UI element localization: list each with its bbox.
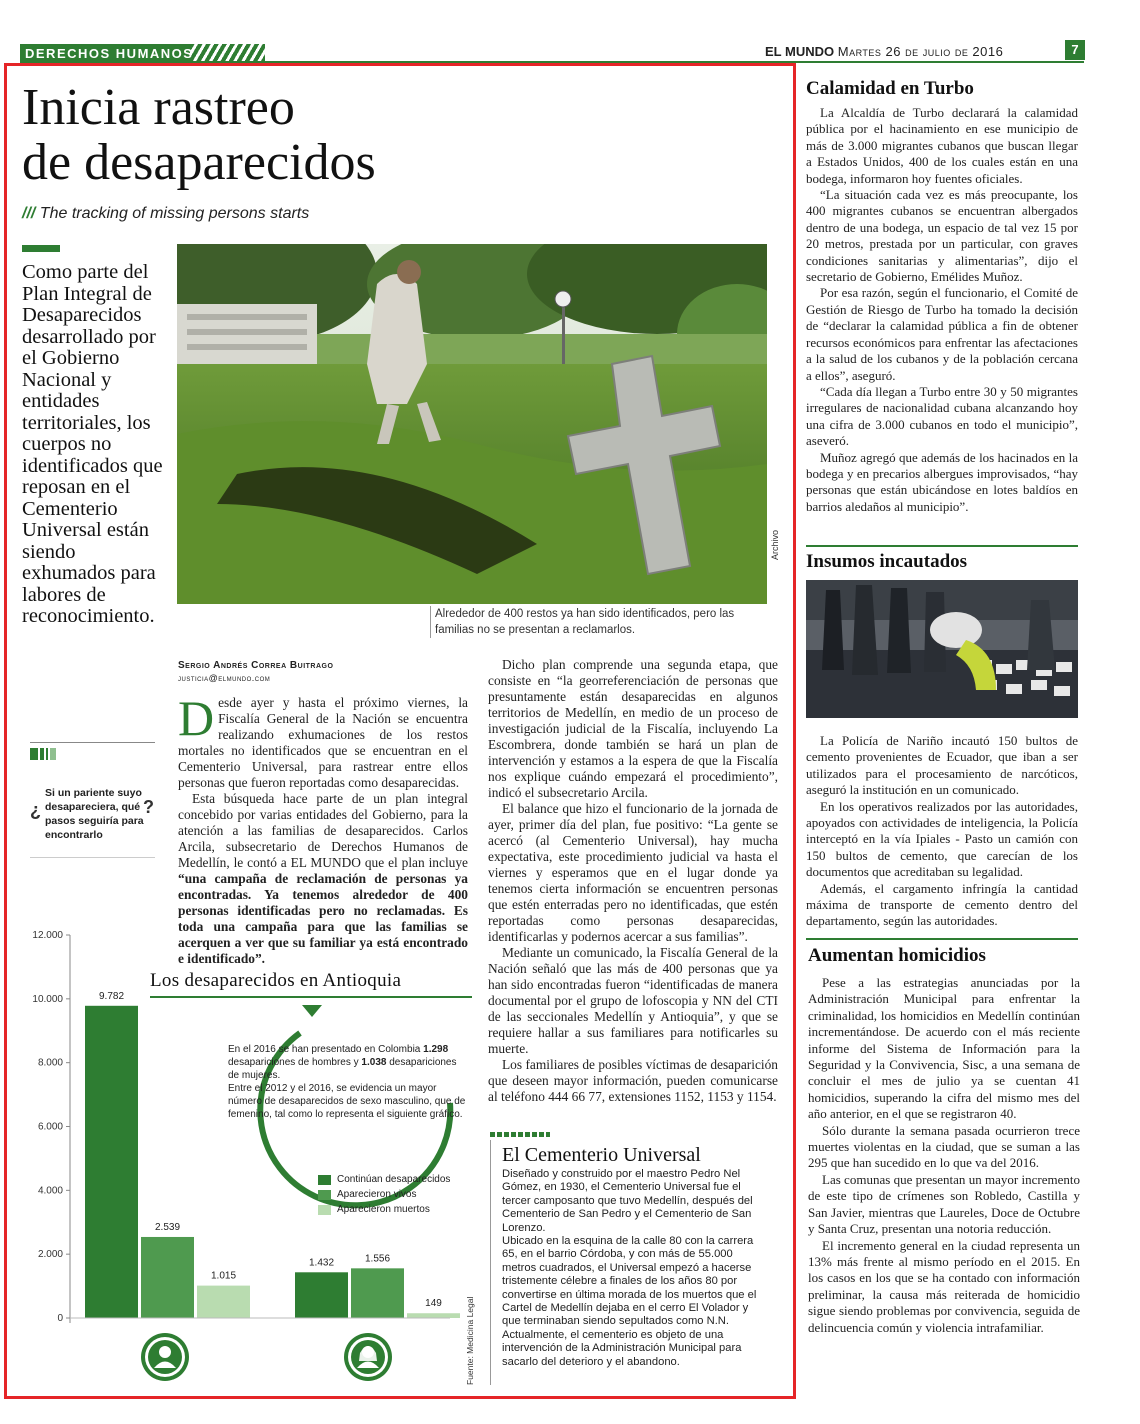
drop-cap: D <box>178 690 215 746</box>
subhead-text: The tracking of missing persons starts <box>39 205 310 222</box>
photo-credit: Archivo <box>770 529 780 560</box>
data-label: 149 <box>425 1298 442 1310</box>
section-label: DERECHOS HUMANOS <box>25 46 194 61</box>
data-label: 1.556 <box>364 1253 391 1265</box>
question-text: Si un pariente suyo desapareciera, qué pasos seguiría para encontrarlo <box>45 787 144 841</box>
data-label: 1.015 <box>210 1270 237 1282</box>
paragraph: Diseñado y construido por el maestro Pedro Nel Gómez, en 1930, el Cementerio Universal fue el tercer camposanto que tuvo Medellín, después del Cementerio de San Pedro y el Cementerio de San Lorenzo. <box>502 1168 753 1234</box>
question-close-mark: ? <box>143 797 154 817</box>
paragraph: La Policía de Nariño incautó 150 bultos de cemento provenientes de Ecuador, que iban a ser utilizados para el procesamiento de narcóticos, aseguró la institución en un comunicado. <box>806 733 1078 798</box>
y-tick-label: 0 <box>57 1313 63 1324</box>
bars-icon <box>30 745 70 764</box>
paragraph: Pese a las estrategias anunciadas por la Administración Municipal para enfrentar la criminalidad, los homicidios en Medellín continúan incrementándose. De acuerdo con el más reciente informe del Sistema de Información para la Seguridad y la Convivencia, Sisc, a una semana de concluir el mes de julio ya se cuentan 41 homicidios, superando la cifra del mismo mes del año anterior, en el que se registraron 40. <box>808 975 1080 1122</box>
note-text: desapariciones de hombres y <box>228 1057 362 1068</box>
quote-bold: “una campaña de reclamación de personas ya encontradas. Ya tenemos alrededor de 400 personas identificadas pero no reclamadas. Es toda una campaña para que las familias se acerquen a ver que su familiar ya está encontrado e identificado”. <box>178 871 468 966</box>
paragraph: Por esa razón, según el funcionario, el Comité de Gestión de Riesgo de Turbo ha tomado la decisión de “declarar la calamidad pública a fin de obtener recursos económicos para enfrentar las afectaciones a la salud de los cubanos y de la población cercana a ellos”, aseguró. <box>806 285 1078 383</box>
cementerio-rule <box>490 1140 491 1385</box>
data-label: 1.432 <box>308 1257 335 1269</box>
legend-label: Aparecieron vivos <box>337 1189 417 1200</box>
paragraph: Además, el cargamento infringía la cantidad máxima de transporte de cemento dentro del departamento, según las autoridades. <box>806 880 1078 929</box>
paragraph-text: Esta búsqueda hace parte de un plan integral concebido por varias entidades del Gobierno, para la atención a las familias de desaparecidos. Carlos Arcila, subsecretario de Derechos Humanos de Medellín, le contó a EL MUNDO que el plan incluye <box>178 791 468 870</box>
y-tick-label: 6.000 <box>37 1121 63 1133</box>
bar <box>407 1313 460 1318</box>
note-text: En el 2016 se han presentado en Colombia <box>228 1044 424 1055</box>
insumos-text <box>806 733 1078 930</box>
y-tick-label: 2.000 <box>37 1249 63 1261</box>
y-tick-label: 12.000 <box>32 930 63 941</box>
paragraph-text: esde ayer y hasta el próximo viernes, la Fiscalía General de la Nación se encuentra realizando exhumaciones de los restos mortales no identificados que se encuentran en el Cementerio Universal, para rastrear entre ellos personas que fueron reportadas como desaparecidas. <box>178 695 468 790</box>
chart-title-rule <box>150 996 472 998</box>
page-number: 7 <box>1065 40 1085 60</box>
legend-label: Continúan desaparecidos <box>337 1174 451 1185</box>
paragraph: En los operativos realizados por las autoridades, apoyados con actividades de inteligencia, la Policía interceptó en la vía Ipiales - Pasto un camión con 150 bultos de cemento, que carecían de los documentos que acreditaban su legalidad. <box>806 798 1078 880</box>
paragraph: Las comunas que presentan un mayor incremento de este tipo de crímenes son Robledo, Castilla y San Javier, mientras que Laureles, Doce de Octubre y Santa Cruz, presentan una notoria reducción. <box>808 1171 1080 1237</box>
masthead <box>765 44 1003 59</box>
subhead-mark: /// <box>22 205 36 222</box>
right-separator <box>806 938 1078 940</box>
note-pointer <box>302 1005 322 1017</box>
bar <box>141 1237 194 1318</box>
bar <box>197 1286 250 1318</box>
byline-email: justicia@elmundo.com <box>178 673 271 683</box>
paragraph: El incremento general en la ciudad representa un 13% más frente al mismo período en el 2015. En los casos en los que se ha contado con información preliminar, la causa más reiterada de homicidio sigue siendo problemas por convivencia, seguida de delincuencia común y violencia intrafamiliar. <box>808 1237 1080 1335</box>
note-figure-men: 1.298 <box>423 1044 449 1055</box>
question-bottom-rule <box>30 857 155 858</box>
cemetery-photo <box>177 244 767 604</box>
cemetery-photo-illustration <box>177 244 767 604</box>
chart-source: Fuente: Medicina Legal <box>465 1296 475 1385</box>
paragraph: Mediante un comunicado, la Fiscalía General de la Nación señaló que las más de 400 personas que ya han sido encontradas fueron “identificadas de manera documental por el grupo de lofoscopia y NN del CTI de las seccionales Medellín y Antioquia”, y que se requiere hallar a sus familiares para notificarles su muerte. <box>488 945 778 1056</box>
paragraph: La Alcaldía de Turbo declarará la calamidad pública por el hacinamiento en ese municipio de más de 3.000 migrantes cubanos que buscan llegar a Estados Unidos, 400 de los cuales están en una bodega, informaron hoy fuentes oficiales. <box>806 105 1078 186</box>
subhead <box>22 205 309 223</box>
article-column-2 <box>488 657 778 1105</box>
legend-item <box>318 1172 450 1187</box>
cementerio-marker <box>490 1132 550 1137</box>
bar <box>85 1006 138 1318</box>
y-tick-label: 4.000 <box>37 1185 63 1197</box>
photo-caption: Alrededor de 400 restos ya han sido identificados, pero las familias no se presentan a reclamarlos. <box>430 606 735 638</box>
chart-note-p2: Entre el 2012 y el 2016, se evidencia un mayor número de desaparecidos de sexo masculino, que de femenino, tal como lo representa el siguiente gráfico. <box>228 1083 466 1120</box>
cementerio-text <box>502 1168 770 1369</box>
headline-line-2: de desaparecidos <box>22 134 376 191</box>
right-separator <box>806 545 1078 547</box>
paper-name: EL MUNDO <box>765 44 835 59</box>
turbo-text <box>806 105 1078 515</box>
paragraph: Ubicado en la esquina de la calle 80 con la carrera 65, en el barrio Córdoba, y con más de 55.000 metros cuadrados, el Universal empezó a hacerse tristemente célebre a finales de los años 80 por convertirse en última morada de los muertos que el Cartel de Medellín dejaba en el cerro El Volador y que terminaban siendo sepultados como N.N. Actualmente, el cementerio es objeto de una intervención de la Administración Municipal para sacarlo del deterioro y el abandono. <box>502 1235 757 1368</box>
police-photo-illustration <box>806 580 1078 718</box>
bar <box>351 1268 404 1318</box>
legend-item <box>318 1202 450 1217</box>
headline <box>22 80 582 190</box>
police-photo <box>806 580 1078 718</box>
turbo-title: Calamidad en Turbo <box>806 78 974 99</box>
paragraph: Sólo durante la semana pasada ocurrieron trece muertes violentas en la ciudad, que se suman a las 295 que han sucedido en lo que va del 2016. <box>808 1122 1080 1171</box>
paragraph: “Cada día llegan a Turbo entre 30 y 50 migrantes irregulares de nacionalidad cubana alcanzando hoy una cifra de 3.000 cubanos en todo el municipio”, aseveró. <box>806 383 1078 449</box>
chart-note <box>228 1043 468 1121</box>
chart-note-p1 <box>228 1043 468 1082</box>
legend-item <box>318 1187 450 1202</box>
note-figure-women: 1.038 <box>361 1057 387 1068</box>
paragraph: El balance que hizo el funcionario de la jornada de ayer, primer día del plan, fue positivo: “La gente se acercó (al Cementerio Universal), hay mucha expectativa, este procedimiento judicial va hasta el viernes y esperamos que en el lugar donde ya tenemos cierta información se encuentren personas que estén enterradas pero no identificadas, que estén reportadas como personas desaparecidas, identificarlas y podernos acercar a sus familias”. <box>488 801 778 944</box>
icon-head <box>159 1346 171 1358</box>
byline-name: Sergio Andrés Correa Buitrago <box>178 660 334 671</box>
question-open-mark: ¿ <box>30 800 41 820</box>
section-stripes <box>190 44 265 62</box>
data-label: 2.539 <box>154 1221 181 1233</box>
cementerio-title: El Cementerio Universal <box>502 1144 701 1166</box>
question-top-rule <box>30 742 155 743</box>
note-text: desapariciones de mujeres. <box>228 1057 457 1081</box>
y-tick-label: 10.000 <box>32 993 63 1005</box>
insumos-title: Insumos incautados <box>806 551 968 572</box>
legend-label: Aparecieron muertos <box>337 1204 430 1215</box>
bar <box>295 1272 348 1318</box>
legend-swatch <box>318 1190 331 1200</box>
paragraph: Dicho plan comprende una segunda etapa, que consiste en “la georreferenciación de personas que presuntamente están desaparecidas en algunos territorios de Medellín, en medio de un proceso de investigación judicial de la Fiscalía, incluyendo La Escombrera, donde también se hará un plan de intervención y estamos a la espera de que la Fiscalía nos explique cuándo empezará el procedimiento”, indicó el subsecretario Arcila. <box>488 657 778 800</box>
y-tick-label: 8.000 <box>37 1057 63 1069</box>
issue-date: Martes 26 de julio de 2016 <box>837 44 1004 59</box>
legend-swatch <box>318 1175 331 1185</box>
paragraph: “La situación cada vez es más preocupante, los 400 migrantes cubanos se encuentran albergados dentro de una bodega, un espacio de tal vez 15 por 20 metros, prestada por un particular, con graves condiciones sanitarias y alimentarias”, dijo el secretario de Gobierno, Emélides Muñoz. <box>806 187 1078 285</box>
headline-line-1: Inicia rastreo <box>22 79 295 136</box>
legend-swatch <box>318 1205 331 1215</box>
chart-title: Los desaparecidos en Antioquia <box>150 970 402 991</box>
paragraph: Muñoz agregó que además de los hacinados en la bodega y en precarios albergues improvisados, “hay personas que están ubicándose en lotes baldíos en barrios aledaños al municipio”. <box>806 449 1078 514</box>
paragraph <box>178 690 468 791</box>
chart-legend <box>318 1172 450 1217</box>
paragraph: Los familiares de posibles víctimas de desaparición que deseen mayor información, pueden comunicarse al teléfono 444 66 77, extensiones 1152, 1153 y 1154. <box>488 1057 778 1104</box>
homicidios-title: Aumentan homicidios <box>808 945 986 966</box>
lead-marker <box>22 245 60 252</box>
data-label: 9.782 <box>98 990 125 1002</box>
homicidios-text <box>808 975 1080 1336</box>
lead-paragraph: Como parte del Plan Integral de Desaparecidos desarrollado por el Gobierno Nacional y entidades territoriales, los cuerpos no identificados que reposan en el Cementerio Universal están siendo exhumados para labores de reconocimiento. <box>22 261 163 627</box>
